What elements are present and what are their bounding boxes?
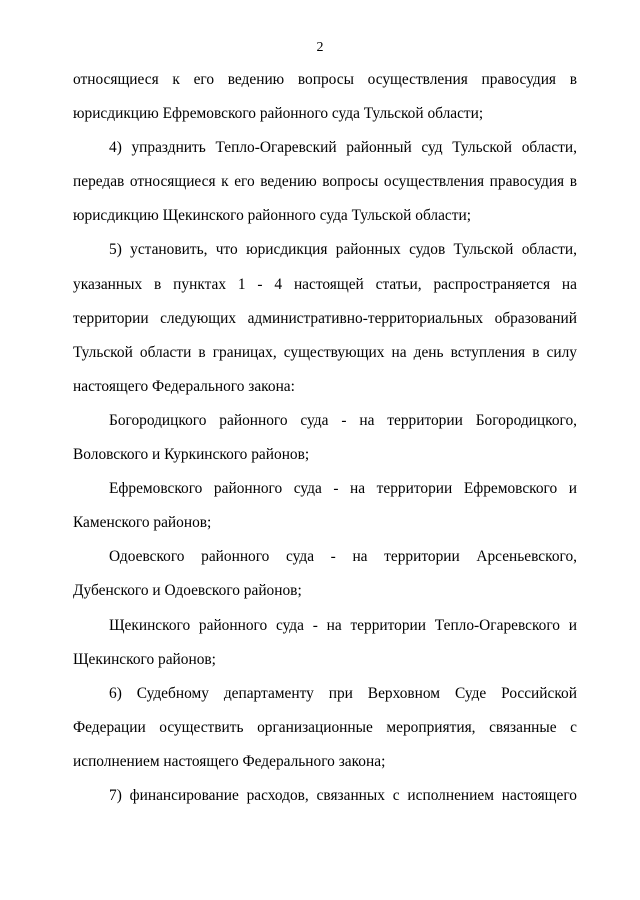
paragraph-continuation: относящиеся к его ведению вопросы осуществления правосудия в юрисдикцию Ефремовского районного суда Тульской области; — [73, 71, 577, 123]
page-number: 2 — [316, 40, 324, 55]
paragraph-item-7: 7) финансирование расходов, связанных с исполнением настоящего — [109, 786, 577, 804]
paragraph-item-6: 6) Судебному департаменту при Верховном Суде Российской Федерации осуществить организационные мероприятия, связанные с исполнением настоящего Федерального закона; — [73, 684, 577, 770]
paragraph-efremov-court: Ефремовского районного суда - на территории Ефремовского и Каменского районов; — [73, 480, 577, 532]
paragraph-shchekino-court: Щекинского районного суда - на территории Тепло-Огаревского и Щекинского районов; — [73, 616, 577, 668]
paragraph-item-5: 5) установить, что юрисдикция районных судов Тульской области, указанных в пунктах 1 - 4 настоящей статьи, распространяется на территории следующих административно-территориальных образований Тульской области в границах, существующих на день вступления в силу настоящего Федерального закона: — [73, 241, 577, 395]
paragraph-item-4: 4) упразднить Тепло-Огаревский районный суд Тульской области, передав относящиеся к его ведению вопросы осуществления правосудия в юрисдикцию Щекинского районного суда Тульской области; — [73, 139, 577, 225]
document-body — [73, 63, 577, 813]
paragraph-odoev-court: Одоевского районного суда - на территории Арсеньевского, Дубенского и Одоевского районов; — [73, 548, 577, 600]
paragraph-bogoroditsk-court: Богородицкого районного суда - на территории Богородицкого, Воловского и Куркинского районов; — [73, 411, 577, 464]
